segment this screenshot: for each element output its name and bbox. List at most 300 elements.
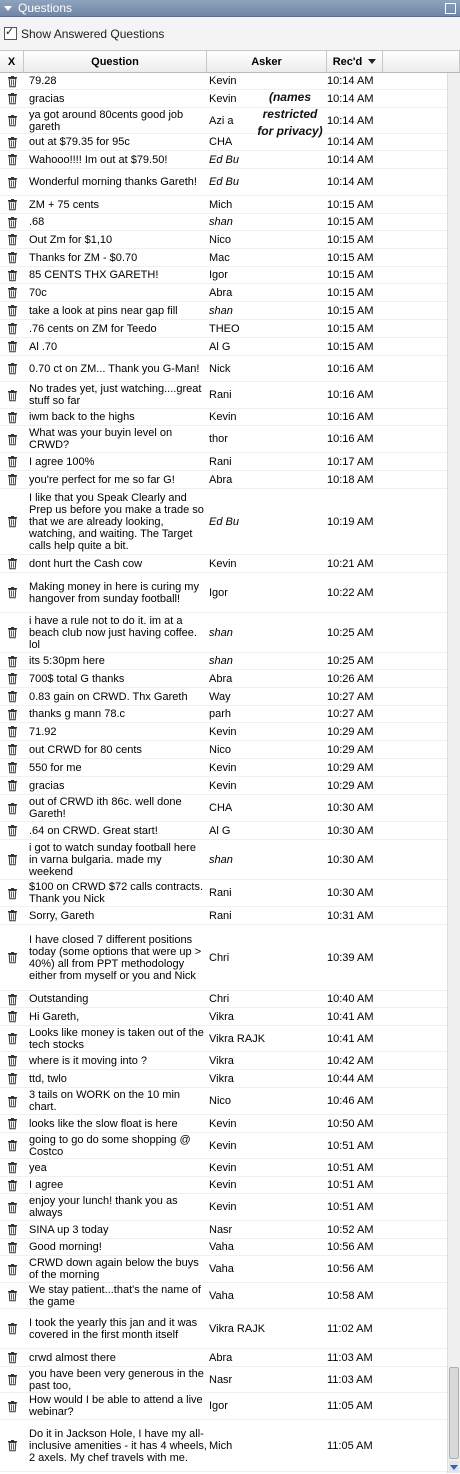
table-row[interactable] <box>0 1177 448 1194</box>
delete-trash-icon[interactable] <box>0 341 24 352</box>
question-text: I took the yearly this jan and it was covered in the first month itself <box>29 1316 198 1341</box>
question-text: Out Zm for $1,10 <box>29 233 113 246</box>
received-time: 10:15 AM <box>327 269 374 281</box>
question-text: Al .70 <box>29 340 58 353</box>
received-time: 11:03 AM <box>327 1373 373 1386</box>
question-text: going to go do some shopping @ Costco <box>29 1133 191 1158</box>
table-row[interactable] <box>0 426 448 453</box>
asker-name: Ed Bu <box>209 153 239 166</box>
table-row[interactable] <box>0 471 448 489</box>
delete-trash-icon[interactable] <box>0 1073 24 1084</box>
delete-trash-icon[interactable] <box>0 252 24 263</box>
delete-trash-icon[interactable] <box>0 656 24 667</box>
table-row[interactable] <box>0 1221 448 1239</box>
delete-trash-icon[interactable] <box>0 199 24 210</box>
table-row[interactable] <box>0 925 448 991</box>
received-time: 10:16 AM <box>327 362 374 375</box>
question-text: 70c <box>29 286 47 299</box>
question-text: 550 for me <box>29 761 82 774</box>
received-time: 10:41 AM <box>327 1010 374 1023</box>
received-time: 10:56 AM <box>327 1241 374 1253</box>
question-text: Wonderful morning thanks Gareth! <box>29 176 197 188</box>
table-row[interactable] <box>0 196 448 214</box>
column-header-x[interactable]: X <box>0 51 24 72</box>
table-row[interactable] <box>0 613 448 653</box>
received-time: 10:25 AM <box>327 626 374 639</box>
delete-trash-icon[interactable] <box>0 363 24 374</box>
question-text: dont hurt the Cash cow <box>29 557 143 570</box>
table-row[interactable] <box>0 453 448 471</box>
options-bar <box>0 17 460 51</box>
table-row[interactable] <box>0 302 448 320</box>
received-time: 10:46 AM <box>327 1095 374 1107</box>
panel-titlebar[interactable] <box>0 0 460 17</box>
sort-desc-icon <box>368 59 376 64</box>
received-time: 10:14 AM <box>327 176 374 188</box>
received-time: 10:14 AM <box>327 75 374 87</box>
table-row[interactable] <box>0 1349 448 1367</box>
question-text: out of CRWD ith 86c. well done Gareth! <box>29 796 182 820</box>
delete-trash-icon[interactable] <box>0 434 24 445</box>
table-row[interactable] <box>0 1393 448 1420</box>
delete-trash-icon[interactable] <box>0 1202 24 1213</box>
question-text: enjoy your lunch! thank you as always <box>29 1195 178 1219</box>
delete-trash-icon[interactable] <box>0 762 24 773</box>
question-text: I like that you Speak Clearly and Prep us before you make a trade so that we are already looking, watching, and waiting. The Target calls help quite a bit. <box>29 491 204 552</box>
delete-trash-icon[interactable] <box>0 270 24 281</box>
delete-trash-icon[interactable] <box>0 825 24 836</box>
asker-name: CHA <box>209 802 233 814</box>
delete-trash-icon[interactable] <box>0 910 24 921</box>
table-row[interactable] <box>0 1420 448 1472</box>
table-row[interactable] <box>0 706 448 723</box>
question-text: CRWD down again below the buys of the morning <box>29 1257 199 1281</box>
received-time: 10:15 AM <box>327 286 374 299</box>
question-text: 700$ total G thanks <box>29 672 125 685</box>
asker-name: Chri <box>209 993 230 1005</box>
question-text: 0.83 gain on CRWD. Thx Gareth <box>29 690 188 703</box>
delete-trash-icon[interactable] <box>0 558 24 569</box>
table-row[interactable] <box>0 409 448 426</box>
received-time: 10:15 AM <box>327 304 374 317</box>
delete-trash-icon[interactable] <box>0 1264 24 1275</box>
asker-name: Kevin <box>209 725 237 738</box>
column-header-spacer <box>383 51 460 72</box>
received-time: 10:40 AM <box>327 993 374 1005</box>
asker-name: Vikra <box>209 1054 234 1067</box>
asker-name: shan <box>209 216 233 228</box>
table-row[interactable] <box>0 356 448 382</box>
delete-trash-icon[interactable] <box>0 323 24 334</box>
asker-name: Kevin <box>209 557 237 570</box>
asker-name: Way <box>209 690 231 703</box>
asker-name: Abra <box>209 672 233 685</box>
table-row[interactable] <box>0 1088 448 1115</box>
received-time: 10:14 AM <box>327 114 374 127</box>
delete-trash-icon[interactable] <box>0 952 24 963</box>
question-text: i have a rule not to do it. im at a beach club now just having coffee. lol <box>29 614 197 651</box>
table-row[interactable] <box>0 134 448 151</box>
scrollbar-thumb[interactable] <box>449 1367 459 1459</box>
received-time: 11:02 AM <box>327 1322 373 1335</box>
delete-trash-icon[interactable] <box>0 744 24 755</box>
asker-name: Kevin <box>209 1161 237 1174</box>
question-text: SINA up 3 today <box>29 1223 109 1236</box>
received-time: 10:50 AM <box>327 1117 374 1130</box>
asker-name: Igor <box>209 269 228 281</box>
delete-trash-icon[interactable] <box>0 1162 24 1173</box>
delete-trash-icon[interactable] <box>0 412 24 423</box>
asker-name: Al G <box>209 824 231 837</box>
question-text: Looks like money is taken out of the tech stocks <box>29 1026 204 1051</box>
asker-name: shan <box>209 655 233 667</box>
question-text: How would I be able to attend a live webinar? <box>29 1394 203 1418</box>
received-time: 10:14 AM <box>327 136 374 148</box>
asker-name: Kevin <box>209 1179 237 1191</box>
question-text: take a look at pins near gap fill <box>29 304 178 317</box>
delete-trash-icon[interactable] <box>0 93 24 104</box>
received-time: 11:03 AM <box>327 1351 373 1364</box>
delete-trash-icon[interactable] <box>0 673 24 684</box>
delete-trash-icon[interactable] <box>0 1323 24 1334</box>
privacy-note: (names restricted for privacy) <box>257 90 323 138</box>
received-time: 10:30 AM <box>327 887 374 899</box>
column-header-asker[interactable]: Asker <box>207 51 327 72</box>
asker-name: Nico <box>209 233 232 246</box>
question-text: Making money in here is curing my hangover from sunday football! <box>29 580 199 605</box>
question-text: out CRWD for 80 cents <box>29 743 142 756</box>
table-row[interactable] <box>0 741 448 759</box>
delete-trash-icon[interactable] <box>0 1224 24 1235</box>
table-row[interactable] <box>0 151 448 169</box>
question-text: gracias <box>29 92 65 105</box>
table-row[interactable] <box>0 1283 448 1309</box>
table-row[interactable] <box>0 489 448 555</box>
asker-name: Kevin <box>209 1117 237 1130</box>
scroll-down-arrow-icon[interactable] <box>449 1461 459 1473</box>
received-time: 10:15 AM <box>327 216 374 228</box>
questions-grid <box>0 73 460 1473</box>
delete-trash-icon[interactable] <box>0 587 24 598</box>
table-row[interactable] <box>0 880 448 907</box>
question-text: you have been very generous in the past too, <box>29 1367 204 1392</box>
popout-icon[interactable] <box>445 3 456 14</box>
table-row[interactable] <box>0 1159 448 1177</box>
asker-name: Al G <box>209 340 231 353</box>
show-answered-checkbox[interactable] <box>4 27 17 40</box>
question-text: Do it in Jackson Hole, I have my all-inclusive amenities - it has 4 wheels, 2 axels. My chef travels with me. <box>29 1427 207 1464</box>
delete-trash-icon[interactable] <box>0 994 24 1005</box>
table-row[interactable] <box>0 1367 448 1393</box>
received-time: 10:51 AM <box>327 1201 374 1213</box>
received-time: 10:52 AM <box>327 1223 374 1236</box>
asker-name: Kevin <box>209 411 237 423</box>
received-time: 10:30 AM <box>327 802 374 814</box>
asker-name: Ed Bu <box>209 176 239 188</box>
table-row[interactable] <box>0 723 448 741</box>
panel-title: Questions <box>18 1 73 15</box>
received-time: 10:29 AM <box>327 743 374 756</box>
question-text: i got to watch sunday football here in varna bulgaria. made my weekend <box>29 841 196 878</box>
table-row[interactable] <box>0 382 448 409</box>
question-text: What was your buyin level on CRWD? <box>29 427 173 451</box>
received-time: 10:16 AM <box>327 433 374 445</box>
table-row[interactable] <box>0 759 448 777</box>
question-text: Outstanding <box>29 993 89 1005</box>
question-text: thanks g mann 78.c <box>29 708 126 720</box>
table-row[interactable] <box>0 284 448 302</box>
delete-trash-icon[interactable] <box>0 1374 24 1385</box>
received-time: 10:14 AM <box>327 92 374 105</box>
asker-name: Vaha <box>209 1241 234 1253</box>
asker-name: shan <box>209 853 233 866</box>
delete-trash-icon[interactable] <box>0 76 24 87</box>
table-row[interactable] <box>0 1008 448 1026</box>
delete-trash-icon[interactable] <box>0 287 24 298</box>
asker-name: Nasr <box>209 1373 233 1386</box>
questions-list <box>0 73 448 1472</box>
table-row[interactable] <box>0 555 448 573</box>
delete-trash-icon[interactable] <box>0 709 24 720</box>
show-answered-label[interactable]: Show Answered Questions <box>21 26 165 41</box>
asker-name: THEO <box>209 322 240 335</box>
received-time: 10:29 AM <box>327 779 374 792</box>
question-text: yea <box>29 1161 47 1174</box>
received-time: 10:27 AM <box>327 708 374 720</box>
received-time: 10:31 AM <box>327 909 374 922</box>
delete-trash-icon[interactable] <box>0 1242 24 1253</box>
received-time: 10:51 AM <box>327 1161 374 1174</box>
received-time: 10:44 AM <box>327 1072 374 1085</box>
table-row[interactable] <box>0 822 448 840</box>
delete-trash-icon[interactable] <box>0 456 24 467</box>
question-text: I agree 100% <box>29 455 95 468</box>
asker-name: Nick <box>209 362 231 375</box>
table-row[interactable] <box>0 231 448 249</box>
received-time: 10:51 AM <box>327 1139 374 1152</box>
received-time: 10:51 AM <box>327 1179 374 1191</box>
asker-name: Vikra <box>209 1010 234 1023</box>
asker-name: Mac <box>209 251 230 264</box>
received-time: 10:15 AM <box>327 233 374 246</box>
delete-trash-icon[interactable] <box>0 627 24 638</box>
received-time: 10:29 AM <box>327 761 374 774</box>
table-row[interactable] <box>0 338 448 356</box>
asker-name: Kevin <box>209 779 237 792</box>
table-row[interactable] <box>0 267 448 284</box>
delete-trash-icon[interactable] <box>0 854 24 865</box>
asker-name: Kevin <box>209 75 237 87</box>
received-time: 10:58 AM <box>327 1289 374 1302</box>
question-text: where is it moving into ? <box>29 1054 147 1067</box>
delete-trash-icon[interactable] <box>0 234 24 245</box>
question-text: ya got around 80cents good job gareth <box>29 108 184 133</box>
question-text: $100 on CRWD $72 calls contracts. Thank you Nick <box>29 881 204 905</box>
delete-trash-icon[interactable] <box>0 1352 24 1363</box>
delete-trash-icon[interactable] <box>0 390 24 401</box>
question-text: 85 CENTS THX GARETH! <box>29 269 159 281</box>
delete-trash-icon[interactable] <box>0 1055 24 1066</box>
question-text: crwd almost there <box>29 1351 116 1364</box>
question-text: iwm back to the highs <box>29 411 135 423</box>
delete-trash-icon[interactable] <box>0 1290 24 1301</box>
delete-trash-icon[interactable] <box>0 305 24 316</box>
received-time: 10:29 AM <box>327 725 374 738</box>
delete-trash-icon[interactable] <box>0 474 24 485</box>
table-row[interactable] <box>0 1309 448 1349</box>
delete-trash-icon[interactable] <box>0 1033 24 1044</box>
question-text: .68 <box>29 216 45 228</box>
table-row[interactable] <box>0 1256 448 1283</box>
question-text: .76 cents on ZM for Teedo <box>29 322 157 335</box>
collapse-triangle-icon[interactable] <box>4 6 12 11</box>
received-time: 10:27 AM <box>327 690 374 703</box>
table-row[interactable] <box>0 1070 448 1088</box>
table-row[interactable] <box>0 169 448 196</box>
table-header <box>0 51 460 73</box>
delete-trash-icon[interactable] <box>0 803 24 814</box>
question-text: .64 on CRWD. Great start! <box>29 824 158 837</box>
delete-trash-icon[interactable] <box>0 137 24 148</box>
table-row[interactable] <box>0 320 448 338</box>
vertical-scrollbar[interactable] <box>447 73 460 1473</box>
received-time: 10:41 AM <box>327 1032 374 1045</box>
asker-name: shan <box>209 304 233 317</box>
table-row[interactable] <box>0 1194 448 1221</box>
table-row[interactable] <box>0 214 448 231</box>
delete-trash-icon[interactable] <box>0 1440 24 1451</box>
asker-name: Mich <box>209 198 233 211</box>
question-text: 79.28 <box>29 75 57 87</box>
asker-name: Vaha <box>209 1289 234 1302</box>
received-time: 10:42 AM <box>327 1054 374 1067</box>
asker-name: thor <box>209 433 228 445</box>
question-text: 71.92 <box>29 725 57 738</box>
received-time: 10:15 AM <box>327 251 374 264</box>
asker-name: Kevin <box>209 92 237 105</box>
column-header-received[interactable] <box>327 51 383 72</box>
delete-trash-icon[interactable] <box>0 1096 24 1107</box>
asker-name: Nico <box>209 1095 232 1107</box>
table-row[interactable] <box>0 573 448 613</box>
table-row[interactable] <box>0 73 448 90</box>
delete-trash-icon[interactable] <box>0 1180 24 1191</box>
received-time: 10:18 AM <box>327 473 374 486</box>
asker-name: shan <box>209 626 233 639</box>
asker-name: Rani <box>209 455 232 468</box>
table-row[interactable] <box>0 653 448 670</box>
received-time: 10:56 AM <box>327 1263 374 1275</box>
table-row[interactable] <box>0 991 448 1008</box>
question-text: We stay patient...that's the name of the game <box>29 1283 201 1308</box>
received-time: 11:05 AM <box>327 1439 373 1452</box>
question-text: out at $79.35 for 95c <box>29 136 130 148</box>
asker-name: Nasr <box>209 1223 233 1236</box>
question-text: looks like the slow float is here <box>29 1117 178 1130</box>
table-row[interactable] <box>0 795 448 822</box>
question-text: Hi Gareth, <box>29 1010 80 1023</box>
asker-name: Rani <box>209 887 232 899</box>
asker-name: CHA <box>209 136 233 148</box>
table-row[interactable] <box>0 688 448 706</box>
asker-name: Kevin <box>209 761 237 774</box>
received-time: 11:05 AM <box>327 1400 373 1412</box>
asker-name: Vikra RAJK <box>209 1322 266 1335</box>
table-row[interactable] <box>0 840 448 880</box>
asker-name: Vikra RAJK <box>209 1032 266 1045</box>
received-time: 10:39 AM <box>327 951 374 964</box>
question-text: ZM + 75 cents <box>29 198 100 211</box>
delete-trash-icon[interactable] <box>0 115 24 126</box>
asker-name: Vaha <box>209 1263 234 1275</box>
asker-name: Nico <box>209 743 232 756</box>
table-row[interactable] <box>0 249 448 267</box>
asker-name: Igor <box>209 1400 228 1412</box>
asker-name: Igor <box>209 586 228 599</box>
received-time: 10:19 AM <box>327 515 374 528</box>
asker-name: Chri <box>209 951 230 964</box>
question-text: I agree <box>29 1179 64 1191</box>
asker-name: Mich <box>209 1439 233 1452</box>
table-row[interactable] <box>0 1052 448 1070</box>
table-row[interactable] <box>0 907 448 925</box>
delete-trash-icon[interactable] <box>0 726 24 737</box>
received-time: 10:26 AM <box>327 672 374 685</box>
received-time: 10:25 AM <box>327 655 374 667</box>
asker-name: parh <box>209 708 232 720</box>
received-time: 10:15 AM <box>327 322 374 335</box>
asker-name: Vikra <box>209 1072 234 1085</box>
column-header-received-label: Rec'd <box>332 55 363 68</box>
delete-trash-icon[interactable] <box>0 217 24 228</box>
delete-trash-icon[interactable] <box>0 780 24 791</box>
table-row[interactable] <box>0 1026 448 1052</box>
column-header-question[interactable]: Question <box>24 51 207 72</box>
received-time: 10:21 AM <box>327 557 374 570</box>
delete-trash-icon[interactable] <box>0 691 24 702</box>
table-row[interactable] <box>0 1133 448 1159</box>
question-text: Thanks for ZM - $0.70 <box>29 251 138 264</box>
table-row[interactable] <box>0 670 448 688</box>
table-row[interactable] <box>0 1239 448 1256</box>
asker-name: Abra <box>209 1351 233 1364</box>
delete-trash-icon[interactable] <box>0 154 24 165</box>
delete-trash-icon[interactable] <box>0 1011 24 1022</box>
table-row[interactable] <box>0 90 448 108</box>
delete-trash-icon[interactable] <box>0 1140 24 1151</box>
delete-trash-icon[interactable] <box>0 177 24 188</box>
delete-trash-icon[interactable] <box>0 516 24 527</box>
table-row[interactable] <box>0 777 448 795</box>
delete-trash-icon[interactable] <box>0 888 24 899</box>
asker-name: Rani <box>209 909 232 922</box>
delete-trash-icon[interactable] <box>0 1401 24 1412</box>
table-row[interactable] <box>0 1115 448 1133</box>
question-text: Wahooo!!!! Im out at $79.50! <box>29 153 168 166</box>
question-text: ttd, twlo <box>29 1072 67 1085</box>
question-text: its 5:30pm here <box>29 655 105 667</box>
delete-trash-icon[interactable] <box>0 1118 24 1129</box>
received-time: 10:30 AM <box>327 824 374 837</box>
table-row[interactable] <box>0 108 448 134</box>
question-text: Good morning! <box>29 1241 102 1253</box>
asker-name: Ed Bu <box>209 515 239 528</box>
asker-name: Abra <box>209 286 233 299</box>
received-time: 10:16 AM <box>327 389 374 401</box>
question-text: I have closed 7 different positions today (some options that were up > 40%) all from PPT methodology either from myself or you and Nick <box>29 933 202 982</box>
asker-name: Azi a <box>209 114 234 127</box>
question-text: Sorry, Gareth <box>29 909 95 922</box>
